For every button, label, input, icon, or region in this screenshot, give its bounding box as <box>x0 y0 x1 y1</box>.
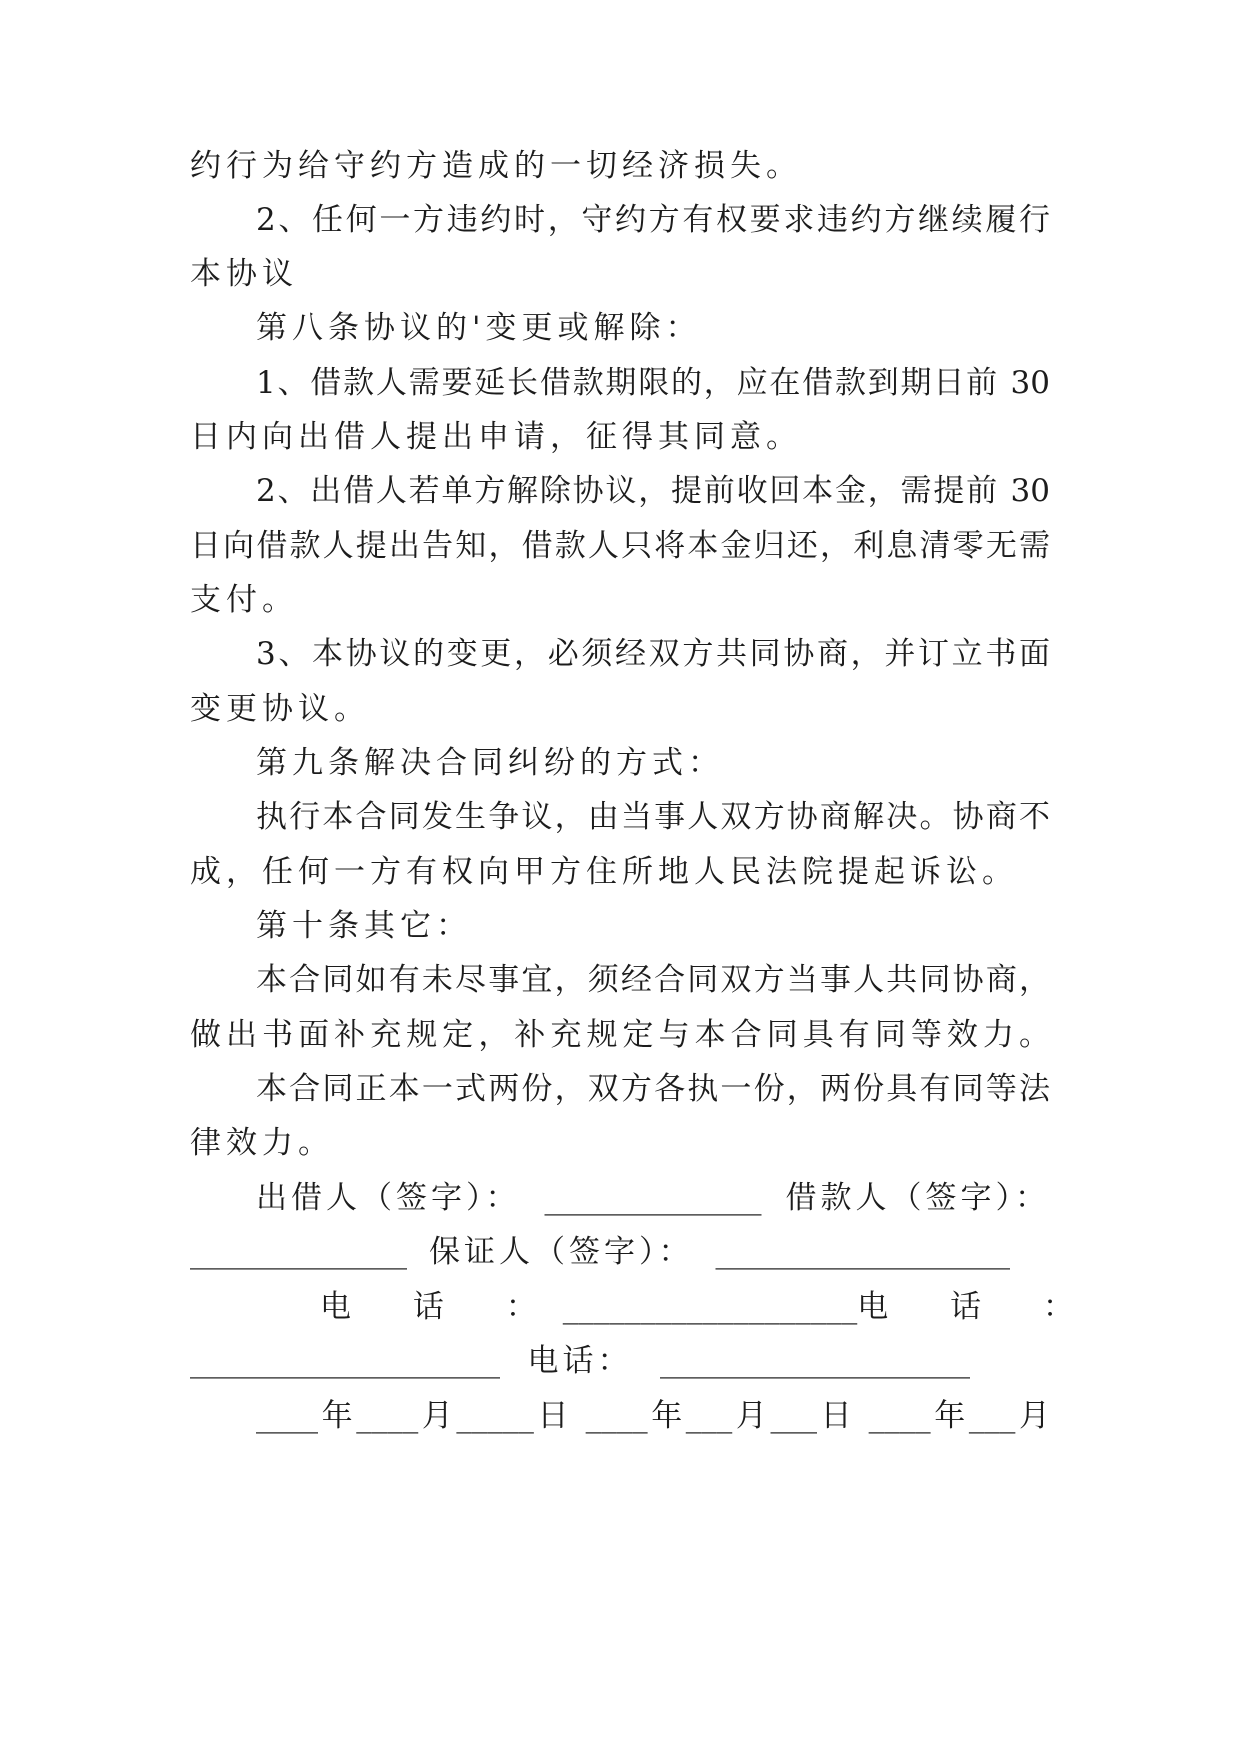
section-heading-article-8: 第八条协议的'变更或解除： <box>256 310 702 346</box>
borrower-signature-blank: ______________ <box>190 1234 407 1270</box>
text-line-14: 成，任何一方有权向甲方住所地人民法院提起诉讼。 <box>190 854 1018 890</box>
borrower-phone-blank: ____________________ <box>190 1343 500 1379</box>
text-line-8: 日向借款人提出告知，借款人只将本金归还，利息清零无需 <box>190 528 1050 564</box>
guarantor-signature-blank: ___________________ <box>715 1234 1010 1270</box>
section-heading-article-10: 第十条其它： <box>256 908 472 944</box>
text-line-1: 约行为给守约方造成的一切经济损失。 <box>190 148 802 184</box>
text-line-19: 律效力。 <box>190 1125 334 1161</box>
text-line-18: 本合同正本一式两份，双方各执一份，两份具有同等法 <box>256 1071 1050 1107</box>
lender-phone-label: 电 话 ： <box>320 1289 563 1325</box>
lender-signature-blank: ______________ <box>544 1180 762 1216</box>
signature-row-2 <box>190 1232 1010 1272</box>
text-line-3: 本协议 <box>190 256 298 292</box>
section-heading-article-9: 第九条解决合同纠纷的方式： <box>256 745 724 781</box>
guarantor-signature-label: 保证人（签字）： <box>429 1234 694 1270</box>
text-line-5: 1、借款人需要延长借款期限的，应在借款到期日前 30 <box>256 365 1050 401</box>
borrower-phone-label: 电 话 ： <box>857 1289 1100 1325</box>
text-line-2: 2、任何一方违约时，守约方有权要求违约方继续履行 <box>256 202 1050 238</box>
text-line-9: 支付。 <box>190 582 298 618</box>
signature-row-1 <box>256 1178 1050 1218</box>
date-row: ____年____月_____日 ____年___月___日 ____年___月 <box>256 1398 1050 1434</box>
lender-signature-label: 出借人（签字）： <box>256 1180 521 1216</box>
borrower-signature-label: 借款人（签字）： <box>785 1180 1050 1216</box>
guarantor-phone-blank: ____________________ <box>660 1343 970 1379</box>
text-line-17: 做出书面补充规定，补充规定与本合同具有同等效力。 <box>190 1017 1050 1053</box>
text-line-10: 3、本协议的变更，必须经双方共同协商，并订立书面 <box>256 636 1050 672</box>
text-line-11: 变更协议。 <box>190 691 370 727</box>
guarantor-phone-label: 电话： <box>527 1343 633 1379</box>
signature-row-3 <box>320 1287 1100 1327</box>
text-line-16: 本合同如有未尽事宜，须经合同双方当事人共同协商， <box>256 962 1050 998</box>
text-line-7: 2、出借人若单方解除协议，提前收回本金，需提前 30 <box>256 473 1050 509</box>
signature-row-4 <box>190 1341 970 1381</box>
lender-phone-blank: ___________________ <box>562 1289 858 1325</box>
text-line-6: 日内向出借人提出申请，征得其同意。 <box>190 419 802 455</box>
text-line-13: 执行本合同发生争议，由当事人双方协商解决。协商不 <box>256 799 1050 835</box>
